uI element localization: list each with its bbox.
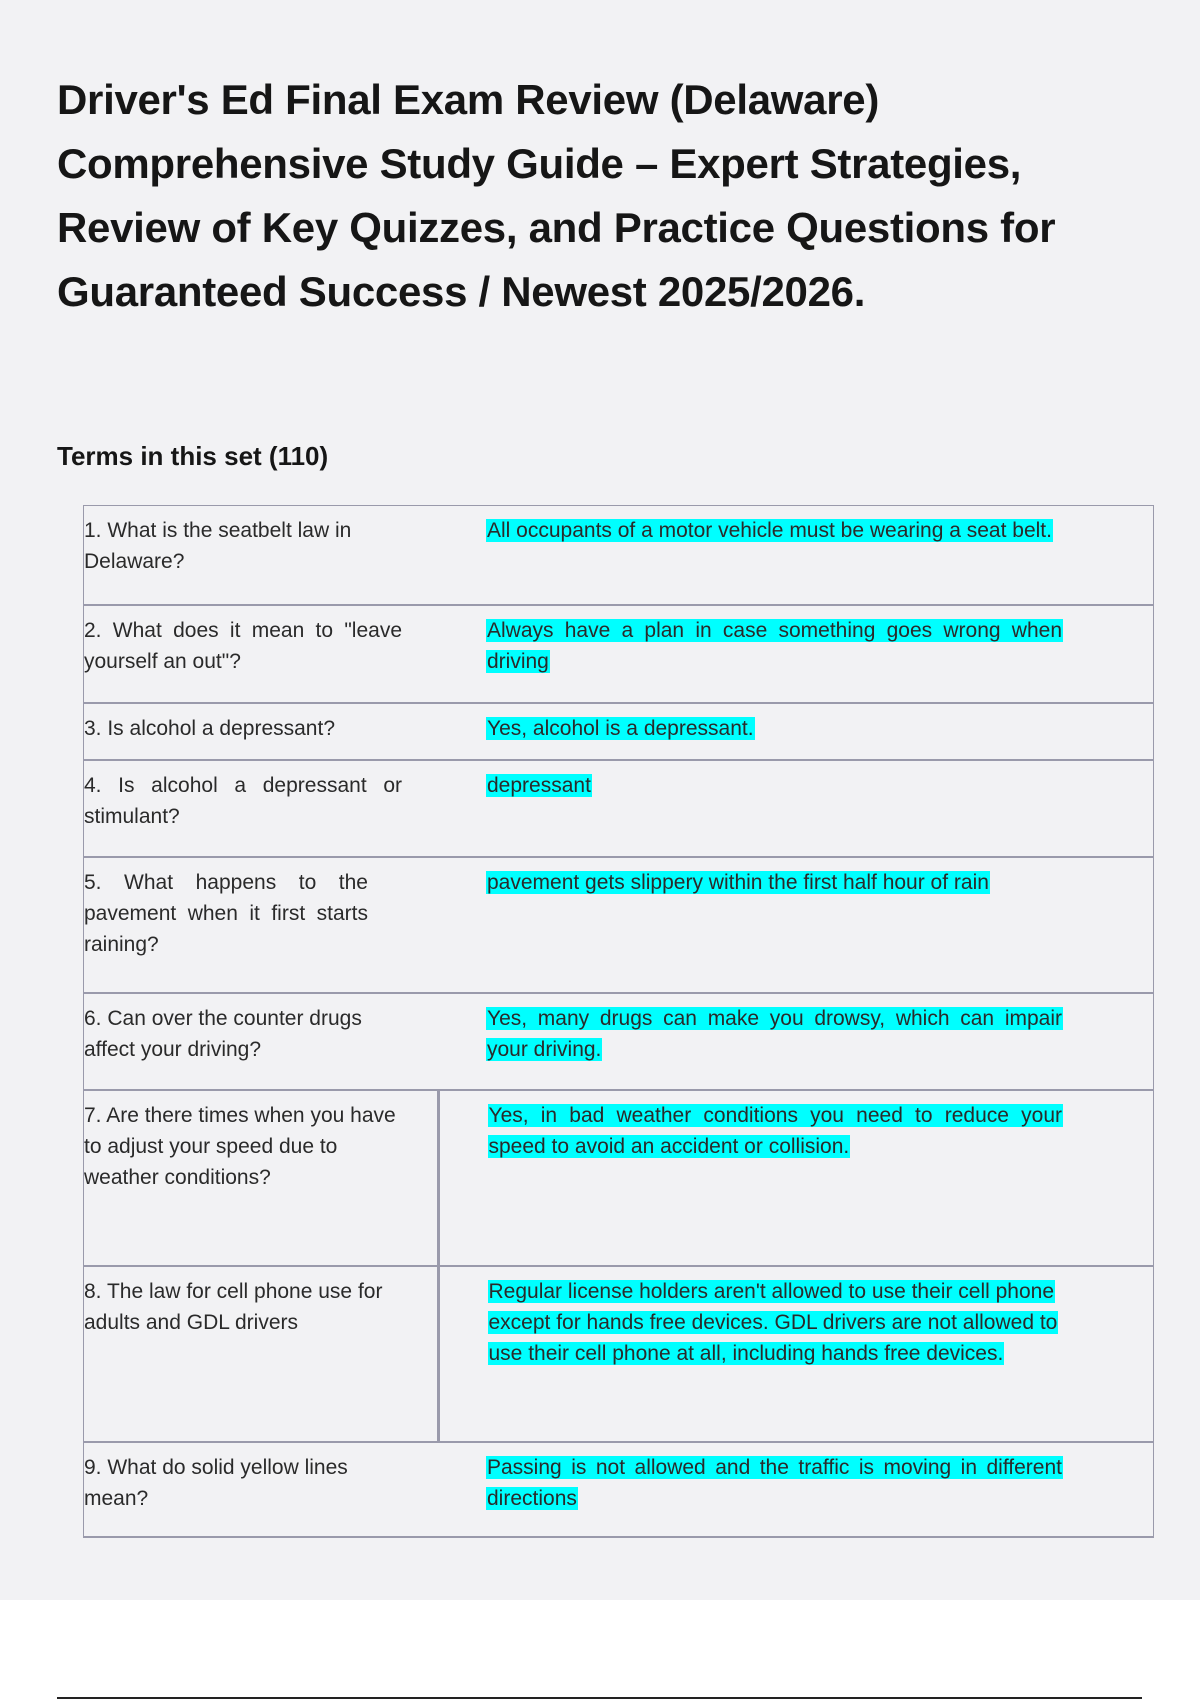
term-answer-text: Passing is not allowed and the traffic is moving in different directions <box>487 1455 1062 1510</box>
term-answer-text: Regular license holders aren't allowed to use their cell phone except for hands free devices. GDL drivers are not allowed to use their cell phone at all, including hands free devices. <box>488 1279 1058 1365</box>
term-answer <box>438 1266 1154 1442</box>
term-answer <box>438 1090 1154 1266</box>
term-answer <box>438 605 1154 703</box>
term-question: 6. Can over the counter drugs affect your driving? <box>84 993 439 1090</box>
term-question: 9. What do solid yellow lines mean? <box>84 1442 439 1537</box>
term-row <box>84 760 1154 857</box>
term-question: 3. Is alcohol a depressant? <box>84 703 439 760</box>
term-answer <box>438 1442 1154 1537</box>
terms-heading: Terms in this set (110) <box>57 441 329 471</box>
term-answer <box>438 506 1154 605</box>
term-row <box>84 1090 1154 1266</box>
term-answer-text: Always have a plan in case something goes wrong when driving <box>487 618 1062 673</box>
term-answer-text: All occupants of a motor vehicle must be wearing a seat belt. <box>487 519 1052 542</box>
term-row <box>84 1442 1154 1537</box>
document-title: Driver's Ed Final Exam Review (Delaware) Comprehensive Study Guide – Expert Strategies, Review of Key Quizzes, and Practice Questions for Guaranteed Success / Newest 2025/2026. <box>57 76 1056 315</box>
term-row <box>84 857 1154 993</box>
term-question: 5. What happens to the pavement when it first starts raining? <box>84 857 439 993</box>
term-question: 1. What is the seatbelt law in Delaware? <box>84 506 439 605</box>
term-row <box>84 993 1154 1090</box>
term-answer-text: depressant <box>487 773 591 797</box>
term-row <box>84 703 1154 760</box>
term-answer <box>438 760 1154 857</box>
term-question: 8. The law for cell phone use for adults and GDL drivers <box>84 1266 439 1442</box>
term-answer-text: pavement gets slippery within the first half hour of rain <box>487 870 989 894</box>
footer-divider <box>57 1697 1142 1699</box>
term-row <box>84 605 1154 703</box>
term-answer-text: Yes, many drugs can make you drowsy, which can impair your driving. <box>487 1006 1062 1061</box>
term-answer-text: Yes, alcohol is a depressant. <box>487 716 754 740</box>
terms-table <box>83 505 1154 1538</box>
term-question: 2. What does it mean to "leave yourself an out"? <box>84 605 439 703</box>
term-answer <box>438 993 1154 1090</box>
term-row <box>84 506 1154 605</box>
term-answer-text: Yes, in bad weather conditions you need to reduce your speed to avoid an accident or collision. <box>488 1103 1062 1158</box>
term-answer <box>438 857 1154 993</box>
term-row <box>84 1266 1154 1442</box>
term-question: 7. Are there times when you have to adjust your speed due to weather conditions? <box>84 1090 439 1266</box>
term-answer <box>438 703 1154 760</box>
term-question: 4. Is alcohol a depressant or stimulant? <box>84 760 439 857</box>
